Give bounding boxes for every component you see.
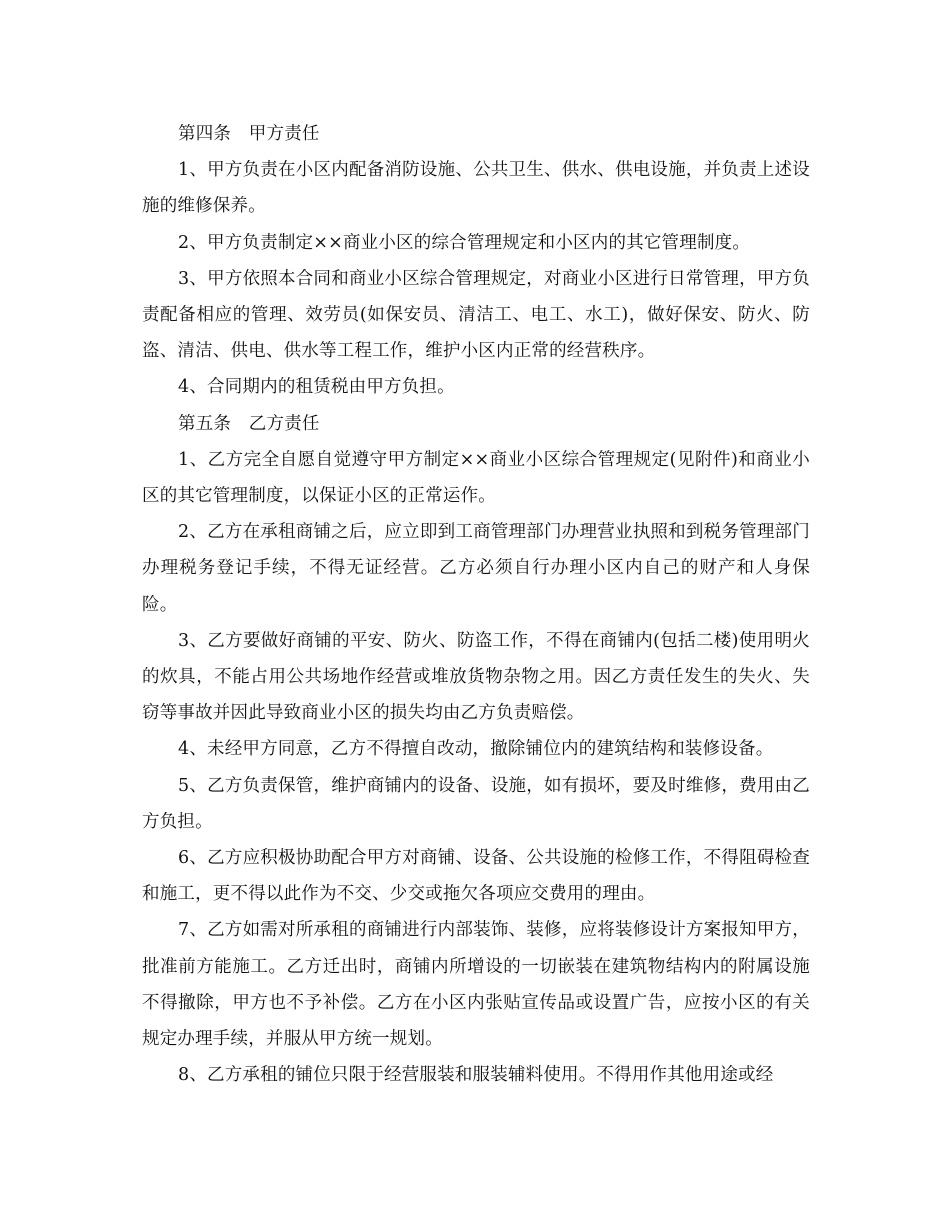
article-5-heading: 第五条 乙方责任 [178,413,320,434]
article-4-item-3: 3、甲方依照本合同和商业小区综合管理规定，对商业小区进行日常管理，甲方负责配备相应的管理、效劳员(如保安员、清洁工、电工、水工)，做好保安、防火、防盗、清洁、供电、供水等工程工作，维护小区内正常的经营秩序。 [142,268,810,362]
article-5-item-7: 7、乙方如需对所承租的商铺进行内部装饰、装修，应将装修设计方案报知甲方，批准前方能施工。乙方迁出时，商铺内所增设的一切嵌装在建筑物结构内的附属设施不得撤除，甲方也不予补偿。乙方在小区内张贴宣传品或设置广告，应按小区的有关规定办理手续，并服从甲方统一规划。 [142,920,810,1050]
article-5-item-4: 4、未经甲方同意，乙方不得擅自改动，撤除铺位内的建筑结构和装修设备。 [178,739,774,760]
article-4-item-4: 4、合同期内的租赁税由甲方负担。 [178,377,455,398]
document-body [142,116,810,1093]
article-4-item-1: 1、甲方负责在小区内配备消防设施、公共卫生、供水、供电设施，并负责上述设施的维修保养。 [142,160,810,217]
article-4-heading: 第四条 甲方责任 [178,124,320,144]
article-4-item-2: 2、甲方负责制定××商业小区的综合管理规定和小区内的其它管理制度。 [178,232,751,253]
article-5-item-8: 8、乙方承租的铺位只限于经营服装和服装辅料使用。不得用作其他用途或经 [178,1065,774,1086]
article-5-item-6: 6、乙方应积极协助配合甲方对商铺、设备、公共设施的检修工作，不得阻碍检查和施工，更不得以此作为不交、少交或拖欠各项应交费用的理由。 [142,848,810,905]
article-5-item-3: 3、乙方要做好商铺的平安、防火、防盗工作，不得在商铺内(包括二楼)使用明火的炊具，不能占用公共场地作经营或堆放货物杂物之用。因乙方责任发生的失火、失窃等事故并因此导致商业小区的损失均由乙方负责赔偿。 [142,630,810,724]
article-5-item-1: 1、乙方完全自愿自觉遵守甲方制定××商业小区综合管理规定(见附件)和商业小区的其它管理制度，以保证小区的正常运作。 [142,449,810,507]
article-5-item-5: 5、乙方负责保管，维护商铺内的设备、设施，如有损坏，要及时维修，费用由乙方负担。 [142,775,810,832]
article-5-item-2: 2、乙方在承租商铺之后，应立即到工商管理部门办理营业执照和到税务管理部门办理税务登记手续，不得无证经营。乙方必须自行办理小区内自己的财产和人身保险。 [142,522,810,615]
